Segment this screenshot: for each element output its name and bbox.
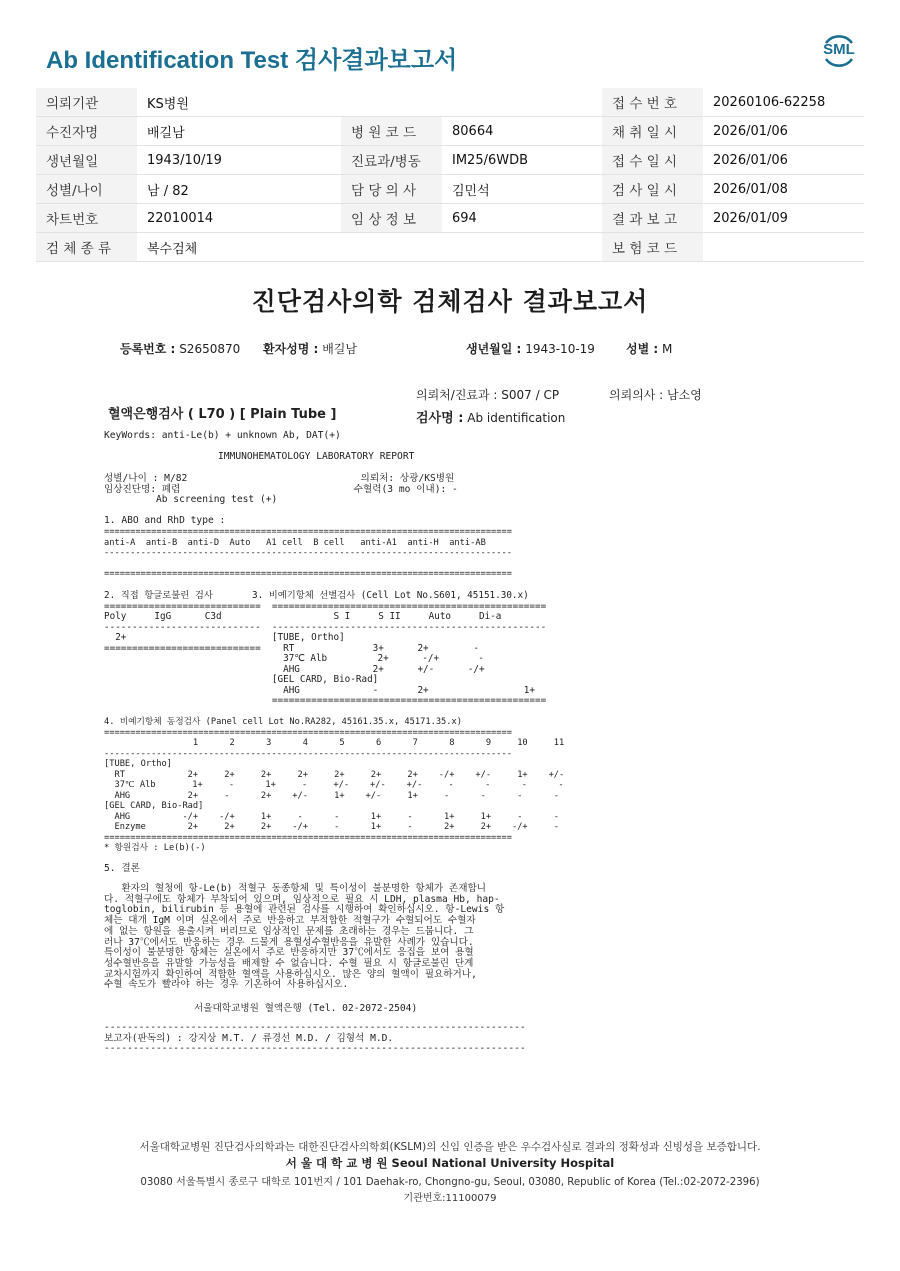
info-row [36,146,864,175]
dat-and-screening-table: 2. 직접 항글로불린 검사 3. 비예기항체 선별검사 (Cell Lot No.S601, 45151.30.x) ============================ ================================================= Poly IgG C3d S I S II Auto Di-a ---------------------------- ------------------------------------------------- 2+ [TUBE, Ortho] ============================ RT 3+ 2+ - 37℃ Alb 2+ -/+ - AHG 2+ +/- -/+ [GEL CARD, Bio-Rad] AHG - 2+ 1+ ================================================= [104,590,547,706]
requesting-doctor: 의뢰의사 : 남소영 [609,388,702,402]
exam-name-label: 검사명 : [416,411,464,426]
info-label [341,88,442,117]
info-value: 2026/01/06 [703,117,864,146]
info-value: 694 [442,204,602,233]
panel-identification-table: 4. 비예기항체 동정검사 (Panel cell Lot No.RA282, 45161.35.x, 45171.35.x) ============================================================================== 1 2 3 4 5 6 7 8 9 10 11 ------------------------------------------------------------------------------ [TUBE, Ortho] RT 2+ 2+ 2+ 2+ 2+ 2+ 2+ -/+ +/- 1+ +/- 37℃ Alb 1+ - 1+ - +/- +/- +/- - - - - AHG 2+ - 2+ +/- 1+ +/- 1+ - - - - [GEL CARD, Bio-Rad] AHG -/+ -/+ 1+ - - 1+ - 1+ 1+ - - Enzyme 2+ 2+ 2+ -/+ - 1+ - 2+ 2+ -/+ - ============================================================================== * 항원검사 : Le(b)(-) [104,717,565,853]
footer-address: 03080 서울특별시 종로구 대학로 101번지 / 101 Daehak-ro, Chongno-gu, Seoul, 03080, Republic of Korea (Tel.:02-2072-2396) [140,1177,760,1188]
info-row [36,88,864,117]
report-title: 진단검사의학 검체검사 결과보고서 [251,287,649,316]
exam-name-value: Ab identification [467,411,566,425]
info-label: 검 체 종 류 [36,233,137,262]
info-label: 보 험 코 드 [602,233,703,262]
lab-meta-line: 성별/나이 : M/82 의뢰처: 상광/KS병원 [104,473,455,484]
info-value: IM25/6WDB [442,146,602,175]
info-label: 채 취 일 시 [602,117,703,146]
sml-logo [818,30,860,72]
lab-meta-line: 임상진단명: 폐렴 수혈력(3 mo 이내): - [104,483,458,495]
footer-hospital-name: 서 울 대 학 교 병 원 Seoul National University Hospital [285,1156,615,1170]
info-label: 진료과/병동 [341,146,442,175]
registration-label: 등록번호 : [120,342,176,356]
info-label: 임 상 정 보 [341,204,442,233]
info-row [36,204,864,233]
info-label: 검 사 일 시 [602,175,703,204]
info-value: 2026/01/06 [703,146,864,175]
info-value: 2026/01/08 [703,175,864,204]
info-label [341,233,442,262]
exam-title: 혈액은행검사 ( L70 ) [ Plain Tube ] [108,407,337,422]
info-value: KS병원 [137,88,341,117]
info-value: 80664 [442,117,602,146]
sex-label: 성별 : [626,342,659,356]
blood-bank-contact: 서울대학교병원 혈액은행 (Tel. 02-2072-2504) [194,1003,418,1014]
info-label: 의뢰기관 [36,88,137,117]
exam-name [416,407,565,426]
footer-institution-code: 기관번호:11100079 [403,1193,497,1204]
sex-value: M [662,342,673,356]
info-value: 1943/10/19 [137,146,341,175]
info-value [703,233,864,262]
abo-title: 1. ABO and RhD type : [104,515,226,526]
info-label: 차트번호 [36,204,137,233]
info-row [36,175,864,204]
conclusion-title: 5. 결론 [104,863,140,874]
conclusion-text: 환자의 혈청에 항-Le(b) 적혈구 동종항체 및 특이성이 불분명한 항체가 존재합니 다. 적혈구에도 항체가 부착되어 있으며, 임상적으로 필요 시 LDH, plasma Hb, hap- toglobin, bilirubin 등 용혈에 관련된 검사를 시행하여 확인하십시오. 항-Lewis 항 체는 대개 IgM 이며 실온에서 주로 반응하고 부적합한 적혈구가 수혈되어도 수혈자 에 없는 항원을 용출시켜 버리므로 임상적인 문제를 초래하는 경우는 드뭅니다. 그 러나 37℃에서도 반응하는 경우 드물게 용혈성수혈반응을 유발한 사례가 있습니다. 특이성이 불분명한 항체는 실온에서 주로 반응하지만 37℃에서도 응집을 보여 용혈 성수혈반응을 유발할 가능성을 배제할 수 없습니다. 수혈 필요 시 항글로불린 단계 교차시험까지 확인하여 적합한 혈액을 사용하십시오. 많은 양의 혈액이 필요하거나, 수혈 속도가 빨라야 하는 경우 기온하여 사용하십시오. [104,883,505,991]
patient-name [263,340,357,357]
reporter-block: ------------------------------------------------------------------------- 보고자(판독의) : 강지상 M.T. / 류경선 M.D. / 김형석 M.D. ------------------------------------------------------------------------- [104,1022,526,1054]
logo-text: SML [823,41,855,58]
registration-value: S2650870 [179,342,241,356]
info-value: 배길남 [137,117,341,146]
sex [626,340,672,357]
info-label: 접 수 번 호 [602,88,703,117]
info-value: 2026/01/09 [703,204,864,233]
info-label: 결 과 보 고 [602,204,703,233]
info-label: 성별/나이 [36,175,137,204]
info-row [36,233,864,262]
info-value: 남 / 82 [137,175,341,204]
patient-name-value: 배길남 [322,342,357,356]
lab-meta [104,474,458,506]
department: 의뢰처/진료과 : S007 / CP [416,388,560,402]
birth-date-label: 생년월일 : [466,342,522,356]
document-title: Ab Identification Test 검사결과보고서 [46,47,458,74]
birth-date [466,340,595,357]
lab-meta-line: Ab screening test (+) [104,494,278,505]
info-value: 22010014 [137,204,341,233]
lab-report-heading: IMMUNOHEMATOLOGY LABORATORY REPORT [218,451,415,462]
info-label: 수진자명 [36,117,137,146]
birth-date-value: 1943-10-19 [525,342,595,356]
patient-name-label: 환자성명 : [263,342,319,356]
keywords: KeyWords: anti-Le(b) + unknown Ab, DAT(+) [104,430,341,441]
info-label: 접 수 일 시 [602,146,703,175]
abo-rhd-table: ============================================================================== anti-A anti-B anti-D Auto A1 cell B cell anti-A1 anti-H anti-AB ------------------------------------------------------------------------------ ============================================================================== [104,527,512,579]
info-value: 복수검체 [137,233,341,262]
info-label: 담 당 의 사 [341,175,442,204]
info-value: 20260106-62258 [703,88,864,117]
info-value [442,88,602,117]
info-label: 병 원 코 드 [341,117,442,146]
info-value [442,233,602,262]
registration-number [120,340,240,357]
footer-certification: 서울대학교병원 진단검사의학과는 대한진단검사의학회(KSLM)의 신임 인증을 받은 우수검사실로 결과의 정확성과 신빙성을 보증합니다. [139,1141,761,1153]
info-label: 생년월일 [36,146,137,175]
patient-info-table [36,88,864,262]
info-value: 김민석 [442,175,602,204]
info-row [36,117,864,146]
